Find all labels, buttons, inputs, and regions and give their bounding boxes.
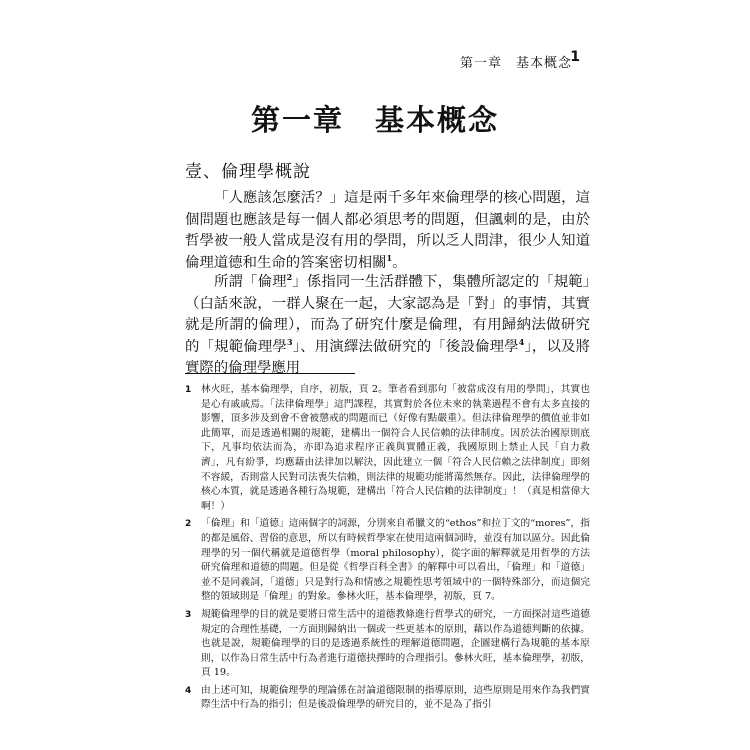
text-segment: 」，以及將實際的倫理學應用 — [185, 338, 590, 376]
footnote-number: 1 — [185, 385, 192, 395]
footnote-text: 由上述可知，規範倫理學的理論係在討論道德限制的指導原則，這些原則是用來作為我們實際生活中行為的指引；但是後設倫理學的研究目的，並不是為了指引 — [201, 684, 590, 711]
footnote-2 — [185, 517, 590, 605]
body-paragraph-2 — [185, 272, 590, 380]
footnotes — [185, 383, 590, 716]
footnote-number: 3 — [185, 609, 192, 620]
running-head: 第一章 基本概念 — [459, 56, 572, 71]
footnote-ref-1[interactable]: 1 — [386, 252, 393, 263]
text-segment: 。 — [392, 254, 407, 271]
footnote-text: 規範倫理學的目的就是要將日常生活中的道德教條進行哲學式的研究，一方面探討這些道德規定的合理性基礎，一方面則歸納出一個或一些更基本的原則，藉以作為道德判斷的依據。也就是說，規範倫理學的目的是透過系統性的理解道德問題，企圖建構行為規範的基本原則，以作為日常生活中行為者進行道德抉擇時的合理指引。參林火旺，基本倫理學，初版，頁 19。 — [201, 608, 590, 679]
footnote-number: 4 — [185, 685, 192, 696]
footnote-text: 林火旺，基本倫理學，自序，初版，頁 2。筆者看到那句「被當成沒有用的學問」，其實也是心有戚戚焉。「法律倫理學」這門課程，其實對於各位未來的執業過程不會有太多直接的影響，頂多涉及到會不會被懲戒的問題而已（好像有點嚴重）。但法律倫理學的價值並非如此簡單，而是透過相關的規範，建構出一個符合人民信賴的法律制度。因於法治國原則底下，凡事均依法而為，亦即為追求程序正義與實體正義，我國原則上禁止人民「自力救濟」，凡有紛爭，均應藉由法律加以解決，因此建立一個「符合人民信賴之法律制度」即刻不容緩，否則當人民對司法喪失信賴，則法律的規範功能將蕩然無存。因此，法律倫理學的核心本質，就是透過各種行為規範，建構出「符合人民信賴的法律制度」！（真是相當偉大啊！） — [201, 384, 590, 512]
page-number: 1 — [570, 49, 580, 65]
footnote-4 — [185, 684, 590, 713]
footnote-rule — [185, 373, 355, 374]
footnote-ref-2[interactable]: 2 — [286, 272, 293, 283]
section-heading: 壹、倫理學概說 — [185, 162, 311, 182]
text-segment: 「人應該怎麼活？」這是兩千多年來倫理學的核心問題，這個問題也應該是每一個人都必須思考的問題，但諷刺的是，由於哲學被一般人當成是沒有用的學問，所以乏人問津，很少人知道倫理道德和生命的答案密切相關 — [185, 190, 590, 271]
body-paragraph-1 — [185, 188, 590, 274]
text-segment: 所謂「倫理 — [214, 274, 287, 290]
footnote-ref-3[interactable]: 3 — [287, 336, 293, 347]
text-segment: 」、用演繹法做研究的「後設倫理學 — [292, 338, 519, 355]
text-segment: 」係指同一生活群體下，集體所認定的「規範」（白話來說，一群人聚在一起，大家認為是「對」的事情，其實就是所謂的倫理），而為了研究什麼是倫理，有用歸納法做研究的「規範倫理學 — [185, 274, 590, 355]
footnote-3 — [185, 608, 590, 681]
footnote-ref-4[interactable]: 4 — [518, 336, 525, 347]
footnote-number: 2 — [185, 519, 192, 530]
footnote-text: 「倫理」和「道德」這兩個字的詞源，分別來自希臘文的“ethos”和拉丁文的“mores”，指的都是風俗、習俗的意思，所以有時候哲學家在使用這兩個詞時，並沒有加以區分。因此倫理學的另一個代稱就是道德哲學（moral philosophy），從字面的解釋就是用哲學的方法研究倫理和道德的問題。但是從《哲學百科全書》的解釋中可以看出，「倫理」和「道德」並不是同義詞，「道德」只是對行為和情感之規範性思考領域中的一個特殊部分，而這個完整的領域則是「倫理」的對象。參林火旺，基本倫理學，初版，頁 7。 — [201, 518, 590, 603]
footnote-1 — [185, 383, 590, 514]
chapter-title: 第一章 基本概念 — [250, 103, 499, 137]
